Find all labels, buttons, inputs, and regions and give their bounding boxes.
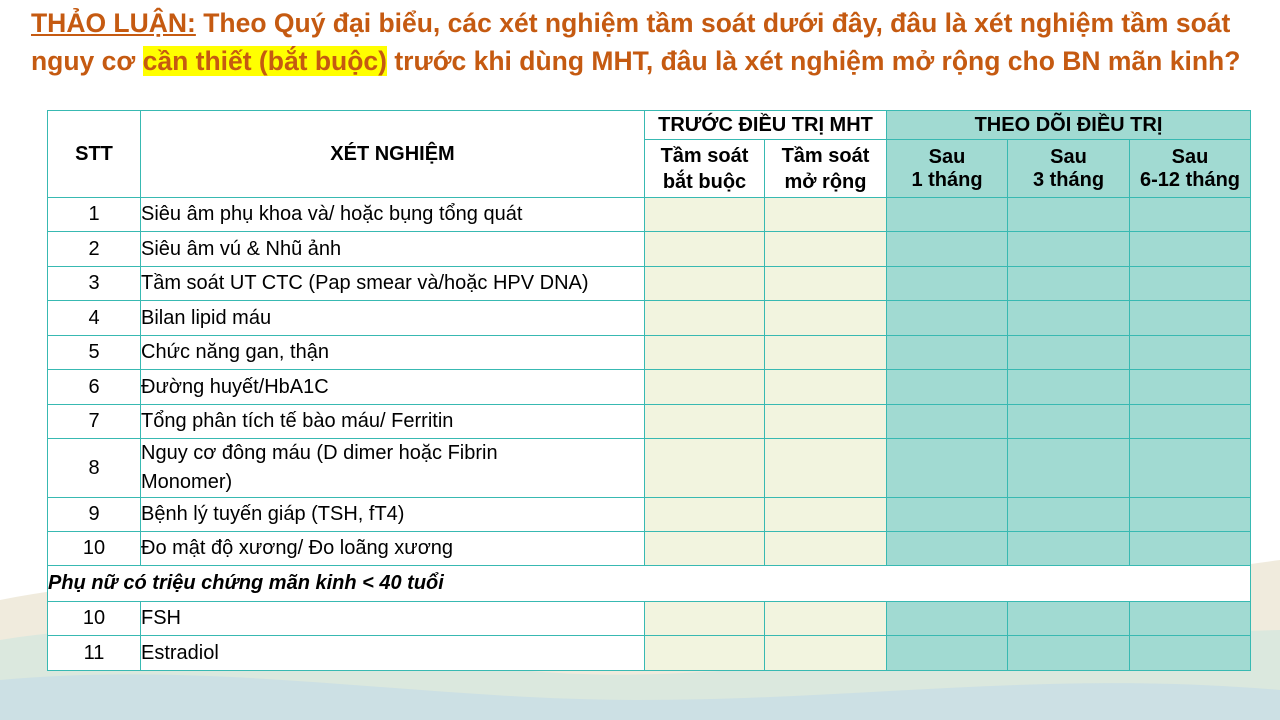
row-test-name: Tổng phân tích tế bào máu/ Ferritin	[141, 405, 645, 439]
cell-after-3-months[interactable]	[1008, 602, 1130, 636]
header-before-treatment: TRƯỚC ĐIỀU TRỊ MHT	[645, 111, 887, 140]
cell-after-3-months[interactable]	[1008, 336, 1130, 370]
header-extended-line2: mở rộng	[784, 170, 867, 193]
cell-after-3-months[interactable]	[1008, 439, 1130, 498]
row-stt: 11	[48, 636, 141, 671]
table-row	[48, 198, 1251, 232]
cell-after-1-month[interactable]	[887, 532, 1008, 566]
header-after-3-months	[1008, 140, 1130, 198]
cell-after-6-12-months[interactable]	[1130, 301, 1251, 336]
row-stt: 3	[48, 267, 141, 301]
table-row	[48, 267, 1251, 301]
cell-after-6-12-months[interactable]	[1130, 532, 1251, 566]
header-required-line2: bắt buộc	[662, 170, 747, 193]
cell-after-6-12-months[interactable]	[1130, 405, 1251, 439]
row-stt: 6	[48, 370, 141, 405]
cell-extended[interactable]	[765, 439, 887, 498]
cell-after-3-months[interactable]	[1008, 532, 1130, 566]
cell-after-1-month[interactable]	[887, 370, 1008, 405]
header-after612-line2: 6-12 tháng	[1139, 168, 1241, 191]
cell-required[interactable]	[645, 232, 765, 267]
header-after612-line1: Sau	[1171, 145, 1209, 168]
cell-required[interactable]	[645, 602, 765, 636]
row-test-name: Estradiol	[141, 636, 645, 671]
cell-after-6-12-months[interactable]	[1130, 267, 1251, 301]
header-required-line1: Tầm soát	[660, 144, 749, 167]
table-row	[48, 636, 1251, 671]
header-follow-up: THEO DÕI ĐIỀU TRỊ	[887, 111, 1251, 140]
cell-extended[interactable]	[765, 498, 887, 532]
header-required-screening	[645, 140, 765, 198]
cell-required[interactable]	[645, 532, 765, 566]
cell-after-3-months[interactable]	[1008, 267, 1130, 301]
row-stt: 8	[48, 439, 141, 498]
cell-extended[interactable]	[765, 370, 887, 405]
cell-after-1-month[interactable]	[887, 267, 1008, 301]
header-test: XÉT NGHIỆM	[141, 111, 645, 198]
table-row	[48, 232, 1251, 267]
header-after3-line1: Sau	[1050, 145, 1087, 168]
cell-extended[interactable]	[765, 232, 887, 267]
row-test-name: Siêu âm vú & Nhũ ảnh	[141, 232, 645, 267]
cell-extended[interactable]	[765, 405, 887, 439]
section-label: Phụ nữ có triệu chứng mãn kinh < 40 tuổi	[48, 566, 1251, 602]
row-test-name: Tầm soát UT CTC (Pap smear và/hoặc HPV DNA)	[141, 267, 645, 301]
cell-required[interactable]	[645, 636, 765, 671]
row-test-name: Chức năng gan, thận	[141, 336, 645, 370]
heading-text-part1: Theo Quý đại biểu, các xét nghiệm tầm soát dưới đây, đâu là xét nghiệm tầm soát nguy cơ	[31, 8, 1231, 76]
cell-extended[interactable]	[765, 267, 887, 301]
table-row	[48, 532, 1251, 566]
section-row	[48, 566, 1251, 602]
header-extended-screening	[765, 140, 887, 198]
table-row	[48, 498, 1251, 532]
cell-required[interactable]	[645, 498, 765, 532]
cell-extended[interactable]	[765, 636, 887, 671]
cell-after-1-month[interactable]	[887, 636, 1008, 671]
cell-after-1-month[interactable]	[887, 602, 1008, 636]
header-after-6-12-months	[1130, 140, 1251, 198]
table-row	[48, 439, 1251, 498]
cell-after-3-months[interactable]	[1008, 498, 1130, 532]
row-test-name: Bilan lipid máu	[141, 301, 645, 336]
cell-after-1-month[interactable]	[887, 498, 1008, 532]
cell-extended[interactable]	[765, 198, 887, 232]
cell-after-6-12-months[interactable]	[1130, 636, 1251, 671]
cell-after-6-12-months[interactable]	[1130, 602, 1251, 636]
cell-after-3-months[interactable]	[1008, 232, 1130, 267]
cell-after-3-months[interactable]	[1008, 636, 1130, 671]
row-stt: 7	[48, 405, 141, 439]
row-stt: 10	[48, 532, 141, 566]
cell-after-3-months[interactable]	[1008, 198, 1130, 232]
table-row	[48, 405, 1251, 439]
cell-required[interactable]	[645, 267, 765, 301]
row-stt: 4	[48, 301, 141, 336]
slide-heading	[31, 4, 1261, 80]
row-test-name: Bệnh lý tuyến giáp (TSH, fT4)	[141, 498, 645, 532]
row-stt: 9	[48, 498, 141, 532]
cell-required[interactable]	[645, 336, 765, 370]
cell-after-1-month[interactable]	[887, 336, 1008, 370]
header-after-1-month	[887, 140, 1008, 198]
cell-after-6-12-months[interactable]	[1130, 198, 1251, 232]
row-test-name: Đường huyết/HbA1C	[141, 370, 645, 405]
cell-required[interactable]	[645, 405, 765, 439]
cell-required[interactable]	[645, 301, 765, 336]
cell-after-1-month[interactable]	[887, 198, 1008, 232]
cell-required[interactable]	[645, 370, 765, 405]
cell-after-3-months[interactable]	[1008, 301, 1130, 336]
table-row	[48, 370, 1251, 405]
cell-after-6-12-months[interactable]	[1130, 439, 1251, 498]
cell-extended[interactable]	[765, 336, 887, 370]
row-stt: 5	[48, 336, 141, 370]
cell-extended[interactable]	[765, 602, 887, 636]
row-stt: 10	[48, 602, 141, 636]
header-after1-line2: 1 tháng	[911, 168, 983, 191]
table-row	[48, 301, 1251, 336]
cell-after-3-months[interactable]	[1008, 405, 1130, 439]
heading-lead: THẢO LUẬN:	[31, 8, 196, 38]
row-test-name: Đo mật độ xương/ Đo loãng xương	[141, 532, 645, 566]
table-row	[48, 602, 1251, 636]
row-stt: 1	[48, 198, 141, 232]
cell-after-1-month[interactable]	[887, 301, 1008, 336]
header-stt: STT	[48, 111, 141, 198]
header-after3-line2: 3 tháng	[1032, 168, 1105, 191]
cell-after-1-month[interactable]	[887, 405, 1008, 439]
header-extended-line1: Tầm soát	[781, 144, 870, 167]
cell-after-3-months[interactable]	[1008, 370, 1130, 405]
screening-table	[47, 110, 1251, 671]
cell-after-6-12-months[interactable]	[1130, 370, 1251, 405]
cell-required[interactable]	[645, 439, 765, 498]
header-after1-line1: Sau	[928, 145, 966, 168]
row-test-name: Nguy cơ đông máu (D dimer hoặc Fibrin Monomer)	[141, 439, 645, 498]
cell-extended[interactable]	[765, 301, 887, 336]
cell-after-6-12-months[interactable]	[1130, 498, 1251, 532]
cell-after-6-12-months[interactable]	[1130, 232, 1251, 267]
heading-text-part2: trước khi dùng MHT, đâu là xét nghiệm mở rộng cho BN mãn kinh?	[387, 46, 1241, 76]
heading-highlight: cần thiết (bắt buộc)	[142, 46, 387, 76]
cell-after-6-12-months[interactable]	[1130, 336, 1251, 370]
row-test-name: FSH	[141, 602, 645, 636]
row-stt: 2	[48, 232, 141, 267]
cell-required[interactable]	[645, 198, 765, 232]
cell-after-1-month[interactable]	[887, 232, 1008, 267]
cell-extended[interactable]	[765, 532, 887, 566]
cell-after-1-month[interactable]	[887, 439, 1008, 498]
table-row	[48, 336, 1251, 370]
row-test-name: Siêu âm phụ khoa và/ hoặc bụng tổng quát	[141, 198, 645, 232]
